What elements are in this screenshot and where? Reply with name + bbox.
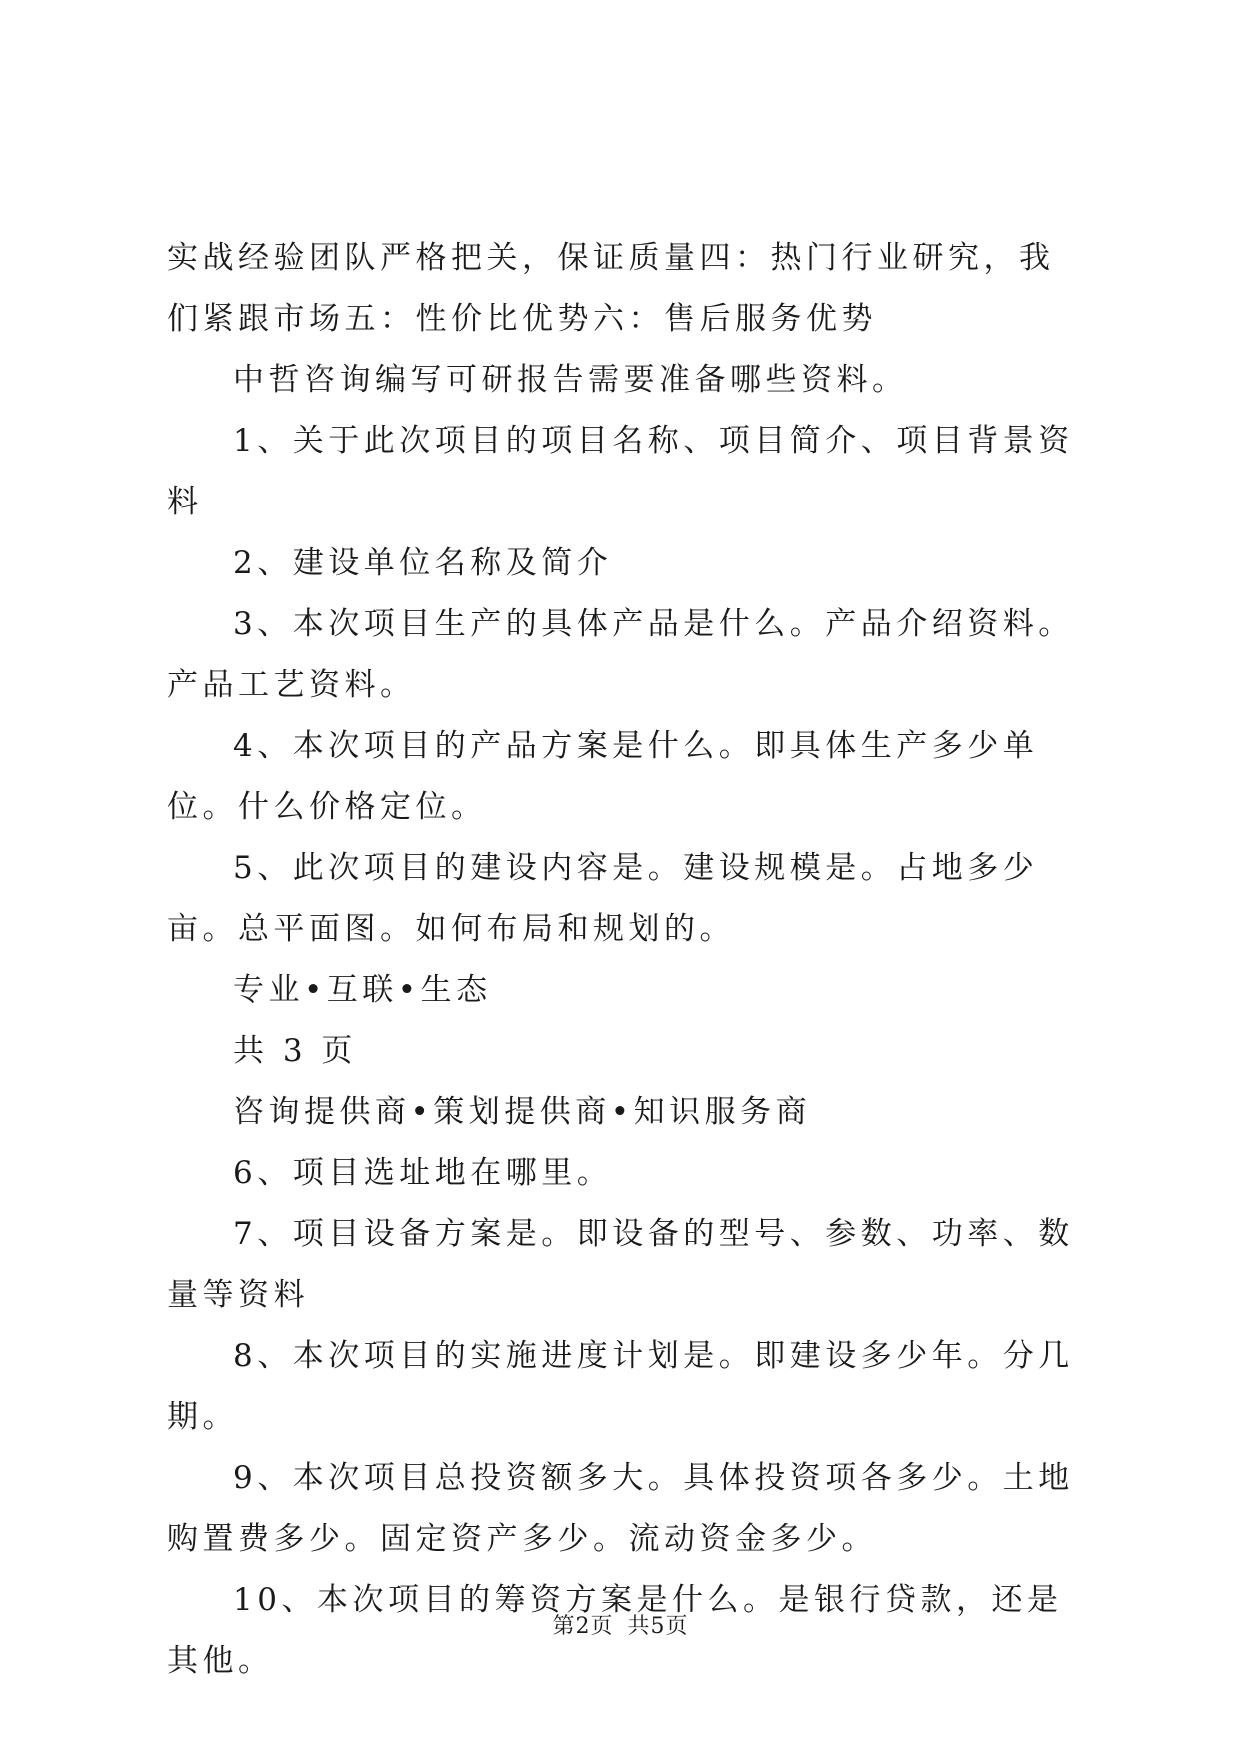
page-count-line: 共 3 页 bbox=[233, 1033, 357, 1069]
list-item: 5、此次项目的建设内容是。建设规模是。占地多少亩。总平面图。如何布局和规划的。 bbox=[167, 850, 1039, 947]
slogan-line: 咨询提供商•策划提供商•知识服务商 bbox=[233, 1094, 812, 1130]
list-item: 1、关于此次项目的项目名称、项目简介、项目背景资料 bbox=[167, 423, 1074, 520]
list-item: 8、本次项目的实施进度计划是。即建设多少年。分几期。 bbox=[167, 1338, 1074, 1435]
page-number: 第2页 bbox=[552, 1614, 614, 1639]
paragraph: 中哲咨询编写可研报告需要准备哪些资料。 bbox=[233, 362, 908, 398]
page-total: 共5页 bbox=[627, 1614, 689, 1639]
list-item: 4、本次项目的产品方案是什么。即具体生产多少单位。什么价格定位。 bbox=[167, 728, 1039, 825]
page-footer bbox=[0, 1612, 1241, 1642]
list-item: 10、本次项目的筹资方案是什么。是银行贷款，还是其他。 bbox=[167, 1582, 1063, 1679]
document-body bbox=[167, 228, 1087, 1692]
list-item: 3、本次项目生产的具体产品是什么。产品介绍资料。产品工艺资料。 bbox=[167, 606, 1074, 703]
list-item: 6、项目选址地在哪里。 bbox=[233, 1155, 613, 1191]
list-item: 7、项目设备方案是。即设备的型号、参数、功率、数量等资料 bbox=[167, 1216, 1074, 1313]
list-item: 9、本次项目总投资额多大。具体投资项各多少。土地购置费多少。固定资产多少。流动资金多少。 bbox=[167, 1460, 1074, 1557]
list-item: 2、建设单位名称及简介 bbox=[233, 545, 613, 581]
paragraph: 实战经验团队严格把关，保证质量四：热门行业研究，我们紧跟市场五：性价比优势六：售后服务优势 bbox=[167, 240, 1055, 337]
slogan-line: 专业•互联•生态 bbox=[233, 972, 492, 1008]
